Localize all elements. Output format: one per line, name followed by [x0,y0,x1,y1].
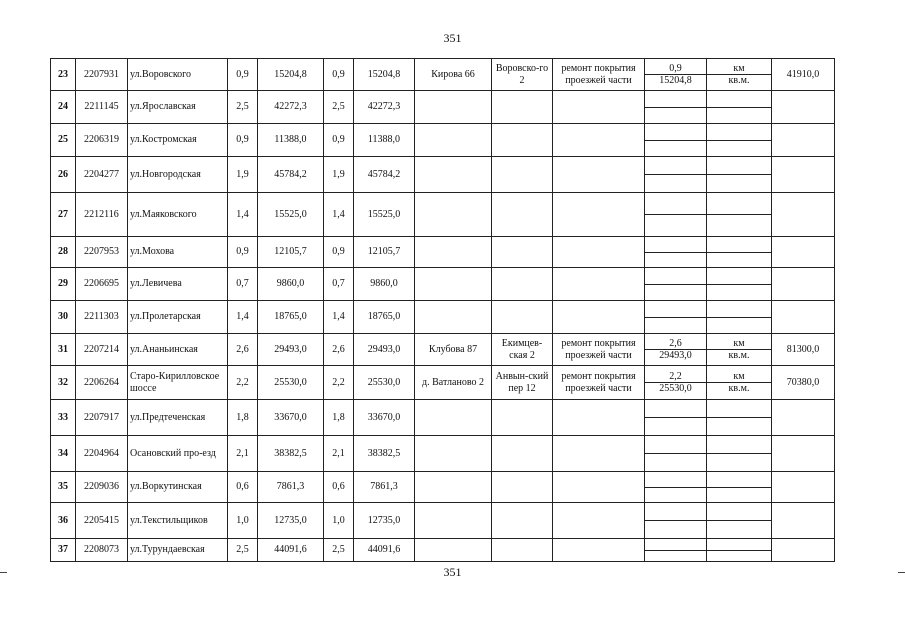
page-number-top: 351 [443,31,462,45]
area-sqm: 9860,0 [258,268,324,301]
section-from [415,400,492,436]
work-type [553,268,645,301]
work-type [553,124,645,157]
length-km-2: 0,9 [324,237,354,268]
work-cost [772,301,835,334]
area-sqm: 38382,5 [258,436,324,472]
length-km: 1,0 [228,503,258,539]
row-number: 28 [51,237,76,268]
work-unit [707,436,772,472]
section-from: Кирова 66 [415,59,492,91]
work-volume-top: 2,2 [645,371,706,384]
work-volume [645,366,707,400]
section-to: Анвын-ский пер 12 [492,366,553,400]
area-sqm: 33670,0 [258,400,324,436]
area-sqm: 45784,2 [258,157,324,193]
area-sqm: 7861,3 [258,472,324,503]
work-type [553,91,645,124]
road-code: 2207214 [76,334,128,366]
row-number: 35 [51,472,76,503]
area-sqm-2: 44091,6 [354,539,415,562]
road-code: 2205415 [76,503,128,539]
length-km: 2,5 [228,539,258,562]
work-volume-top [645,214,706,215]
work-type [553,237,645,268]
work-volume-top [645,487,706,488]
work-cost [772,503,835,539]
work-volume-bottom: 29493,0 [659,350,692,361]
row-number: 30 [51,301,76,334]
area-sqm-2: 11388,0 [354,124,415,157]
row-number: 36 [51,503,76,539]
work-unit-top [707,417,771,418]
length-km-2: 0,6 [324,472,354,503]
street-name: ул.Пролетарская [128,301,228,334]
row-number: 33 [51,400,76,436]
section-from [415,237,492,268]
road-code: 2208073 [76,539,128,562]
length-km: 1,8 [228,400,258,436]
table-row [51,157,835,193]
work-volume-bottom: 25530,0 [659,383,692,394]
work-unit [707,91,772,124]
length-km: 2,2 [228,366,258,400]
area-sqm-2: 33670,0 [354,400,415,436]
section-from [415,472,492,503]
work-unit [707,334,772,366]
section-from [415,301,492,334]
section-to [492,268,553,301]
length-km-2: 0,9 [324,124,354,157]
section-from [415,268,492,301]
work-type: ремонт покрытия проезжей части [553,334,645,366]
work-type [553,157,645,193]
area-sqm-2: 45784,2 [354,157,415,193]
work-unit [707,59,772,91]
table-row [51,268,835,301]
work-volume-top [645,140,706,141]
section-to [492,436,553,472]
work-volume [645,237,707,268]
area-sqm-2: 15525,0 [354,193,415,237]
area-sqm-2: 18765,0 [354,301,415,334]
work-cost [772,400,835,436]
street-name: ул.Воркутинская [128,472,228,503]
work-unit-top [707,550,771,551]
area-sqm: 12735,0 [258,503,324,539]
roads-table [50,58,835,562]
street-name: ул.Костромская [128,124,228,157]
work-volume [645,193,707,237]
road-code: 2204964 [76,436,128,472]
length-km: 0,6 [228,472,258,503]
road-code: 2212116 [76,193,128,237]
work-unit [707,472,772,503]
work-unit-top [707,140,771,141]
work-unit-top [707,487,771,488]
length-km-2: 2,1 [324,436,354,472]
work-unit-bottom: кв.м. [728,75,750,86]
road-code: 2209036 [76,472,128,503]
area-sqm-2: 9860,0 [354,268,415,301]
work-volume [645,334,707,366]
table-row [51,193,835,237]
section-to [492,539,553,562]
area-sqm-2: 42272,3 [354,91,415,124]
street-name: Осановский про-езд [128,436,228,472]
street-name: ул.Ананьинская [128,334,228,366]
row-number: 25 [51,124,76,157]
area-sqm: 15525,0 [258,193,324,237]
work-unit [707,124,772,157]
work-volume-top [645,174,706,175]
work-unit [707,157,772,193]
table-row [51,124,835,157]
table-row [51,503,835,539]
section-to [492,503,553,539]
length-km: 2,6 [228,334,258,366]
section-to [492,157,553,193]
street-name: ул.Предтеченская [128,400,228,436]
row-number: 26 [51,157,76,193]
work-type [553,472,645,503]
work-unit [707,539,772,562]
work-unit-top: км [707,63,771,76]
area-sqm-2: 38382,5 [354,436,415,472]
length-km: 2,1 [228,436,258,472]
table-row [51,436,835,472]
street-name: ул.Текстильщиков [128,503,228,539]
street-name: ул.Левичева [128,268,228,301]
length-km: 1,4 [228,301,258,334]
work-cost [772,436,835,472]
section-to: Екимцев-ская 2 [492,334,553,366]
section-from [415,193,492,237]
work-unit-top [707,214,771,215]
work-volume [645,539,707,562]
page-number-bottom: 351 [443,565,462,579]
row-number: 34 [51,436,76,472]
work-type [553,193,645,237]
work-volume [645,268,707,301]
street-name: ул.Маяковского [128,193,228,237]
area-sqm: 42272,3 [258,91,324,124]
work-cost [772,157,835,193]
section-to: Воровско-го 2 [492,59,553,91]
work-unit-top [707,107,771,108]
section-from [415,539,492,562]
row-number: 37 [51,539,76,562]
length-km: 0,9 [228,237,258,268]
area-sqm: 25530,0 [258,366,324,400]
row-number: 27 [51,193,76,237]
area-sqm: 12105,7 [258,237,324,268]
area-sqm-2: 15204,8 [354,59,415,91]
work-unit-top: км [707,371,771,384]
work-volume [645,91,707,124]
work-volume [645,400,707,436]
work-unit [707,237,772,268]
table-row [51,472,835,503]
length-km: 1,4 [228,193,258,237]
work-volume [645,472,707,503]
table-row [51,334,835,366]
work-type [553,301,645,334]
work-volume-bottom: 15204,8 [659,75,692,86]
work-cost [772,472,835,503]
row-number: 32 [51,366,76,400]
length-km-2: 0,9 [324,59,354,91]
section-from [415,436,492,472]
table-row [51,91,835,124]
work-volume-top [645,417,706,418]
work-type [553,539,645,562]
work-cost [772,237,835,268]
section-from [415,503,492,539]
work-unit-top [707,453,771,454]
page-edge-mark-right [898,572,905,573]
length-km: 2,5 [228,91,258,124]
work-cost [772,193,835,237]
work-cost: 41910,0 [772,59,835,91]
length-km: 0,7 [228,268,258,301]
section-to [492,472,553,503]
road-code: 2211145 [76,91,128,124]
work-volume [645,503,707,539]
section-from: д. Ватланово 2 [415,366,492,400]
length-km: 0,9 [228,124,258,157]
work-cost [772,91,835,124]
work-volume-top [645,520,706,521]
work-unit-top: км [707,338,771,351]
work-volume-top [645,317,706,318]
area-sqm: 15204,8 [258,59,324,91]
work-unit-top [707,252,771,253]
table-row [51,237,835,268]
street-name: ул.Воровского [128,59,228,91]
area-sqm: 44091,6 [258,539,324,562]
section-from [415,91,492,124]
work-unit [707,301,772,334]
section-from: Клубова 87 [415,334,492,366]
table-row [51,400,835,436]
row-number: 31 [51,334,76,366]
length-km-2: 2,5 [324,91,354,124]
length-km: 1,9 [228,157,258,193]
length-km-2: 1,8 [324,400,354,436]
work-unit-bottom: кв.м. [728,350,750,361]
section-to [492,193,553,237]
road-code: 2206264 [76,366,128,400]
area-sqm-2: 25530,0 [354,366,415,400]
work-volume [645,59,707,91]
work-volume-top [645,550,706,551]
work-type: ремонт покрытия проезжей части [553,366,645,400]
row-number: 29 [51,268,76,301]
area-sqm: 11388,0 [258,124,324,157]
section-from [415,157,492,193]
area-sqm-2: 12735,0 [354,503,415,539]
road-code: 2206695 [76,268,128,301]
length-km-2: 1,4 [324,301,354,334]
work-unit-top [707,520,771,521]
work-cost [772,124,835,157]
work-unit-top [707,174,771,175]
street-name: ул.Мохова [128,237,228,268]
work-unit-bottom: кв.м. [728,383,750,394]
length-km-2: 2,2 [324,366,354,400]
row-number: 24 [51,91,76,124]
street-name: ул.Турундаевская [128,539,228,562]
work-type [553,436,645,472]
section-to [492,400,553,436]
area-sqm-2: 29493,0 [354,334,415,366]
length-km-2: 1,0 [324,503,354,539]
work-type [553,400,645,436]
area-sqm-2: 7861,3 [354,472,415,503]
table-row [51,59,835,91]
work-volume-top [645,284,706,285]
section-to [492,237,553,268]
work-cost: 81300,0 [772,334,835,366]
road-code: 2207917 [76,400,128,436]
section-from [415,124,492,157]
work-cost [772,268,835,301]
road-code: 2207953 [76,237,128,268]
work-cost [772,539,835,562]
length-km-2: 0,7 [324,268,354,301]
work-volume-top: 2,6 [645,338,706,351]
work-volume-top [645,107,706,108]
work-unit [707,503,772,539]
work-cost: 70380,0 [772,366,835,400]
area-sqm: 29493,0 [258,334,324,366]
work-unit [707,193,772,237]
road-code: 2206319 [76,124,128,157]
section-to [492,301,553,334]
road-code: 2204277 [76,157,128,193]
area-sqm-2: 12105,7 [354,237,415,268]
work-volume-top [645,252,706,253]
length-km: 0,9 [228,59,258,91]
area-sqm: 18765,0 [258,301,324,334]
work-unit-top [707,317,771,318]
work-unit-top [707,284,771,285]
section-to [492,91,553,124]
page-edge-mark-left [0,572,7,573]
work-volume-top: 0,9 [645,63,706,76]
work-volume [645,124,707,157]
street-name: Старо-Кирилловское шоссе [128,366,228,400]
work-unit [707,268,772,301]
work-volume [645,301,707,334]
street-name: ул.Ярославская [128,91,228,124]
row-number: 23 [51,59,76,91]
road-code: 2211303 [76,301,128,334]
work-volume [645,157,707,193]
section-to [492,124,553,157]
length-km-2: 2,5 [324,539,354,562]
table-row [51,301,835,334]
length-km-2: 1,4 [324,193,354,237]
road-code: 2207931 [76,59,128,91]
work-volume [645,436,707,472]
length-km-2: 2,6 [324,334,354,366]
table-row [51,539,835,562]
work-volume-top [645,453,706,454]
work-type [553,503,645,539]
work-unit [707,400,772,436]
length-km-2: 1,9 [324,157,354,193]
work-unit [707,366,772,400]
work-type: ремонт покрытия проезжей части [553,59,645,91]
table-row [51,366,835,400]
street-name: ул.Новгородская [128,157,228,193]
